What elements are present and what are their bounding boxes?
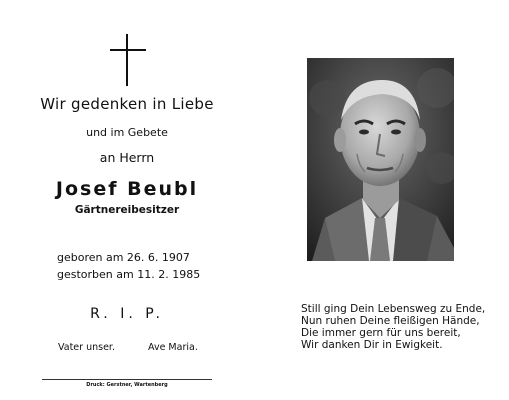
poem-line: Nun ruhen Deine fleißigen Hände, — [301, 315, 480, 327]
printer-credit: Druck: Gerstner, Wartenberg — [86, 382, 168, 388]
cross-icon — [110, 34, 146, 86]
deceased-name: Josef Beubl — [55, 178, 199, 200]
rip-text: R. I. P. — [90, 306, 164, 322]
prayer-ave-maria: Ave Maria. — [148, 342, 198, 353]
title-line: an Herrn — [99, 150, 155, 165]
death-date: gestorben am 11. 2. 1985 — [57, 268, 201, 281]
birth-date: geboren am 26. 6. 1907 — [57, 251, 190, 264]
poem-line: Die immer gern für uns bereit, — [301, 327, 461, 339]
prayer-line: und im Gebete — [86, 126, 168, 139]
divider — [42, 379, 212, 380]
poem-line: Still ging Dein Lebensweg zu Ende, — [301, 303, 486, 315]
portrait-photo — [307, 58, 454, 261]
prayer-vater-unser: Vater unser. — [58, 342, 115, 353]
poem-line: Wir danken Dir in Ewigkeit. — [301, 339, 443, 351]
occupation: Gärtnereibesitzer — [74, 204, 180, 216]
intro-line: Wir gedenken in Liebe — [40, 95, 214, 113]
poem — [301, 303, 485, 351]
